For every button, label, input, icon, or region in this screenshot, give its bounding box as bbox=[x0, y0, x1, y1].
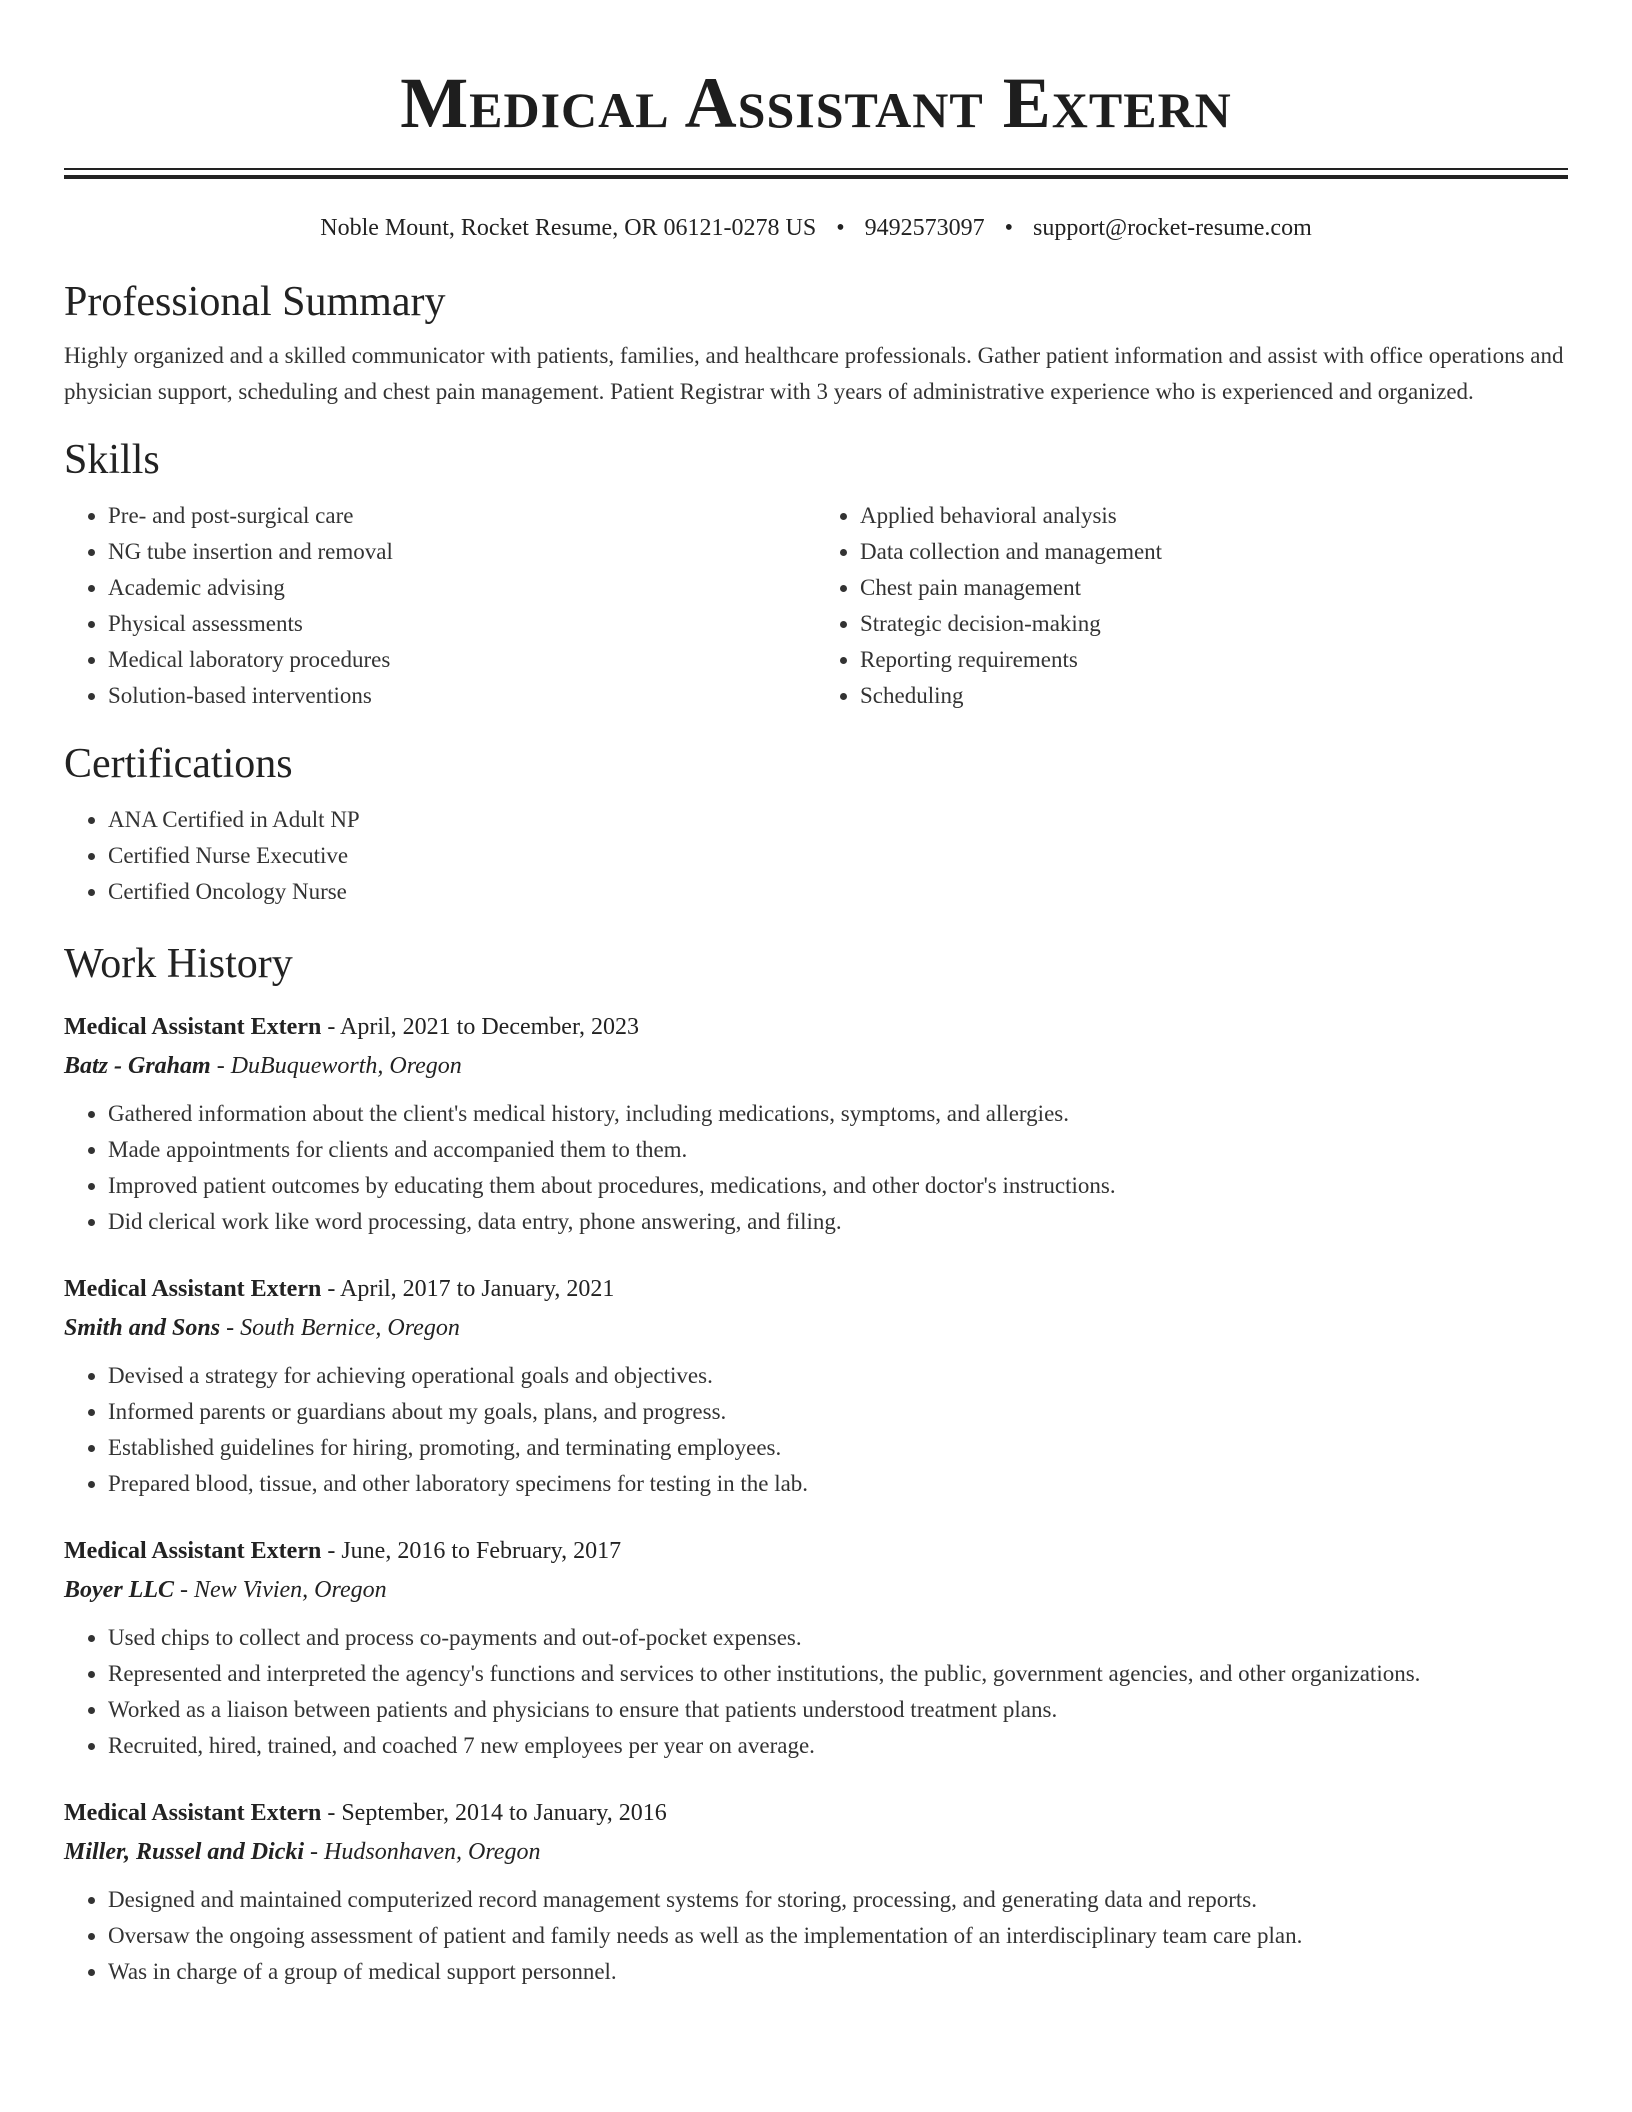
job-title: Medical Assistant Extern bbox=[64, 1014, 322, 1040]
skills-list-left bbox=[64, 498, 816, 714]
job-title: Medical Assistant Extern bbox=[64, 1276, 322, 1302]
job-title-line bbox=[64, 1008, 1568, 1046]
job-separator: - bbox=[327, 1014, 340, 1040]
skill-item: • Strategic decision-making bbox=[860, 606, 1568, 642]
skills-heading: Skills bbox=[64, 437, 160, 483]
job-duty-item: • Designed and maintained computerized record management systems for storing, processing, and generating data and reports. bbox=[108, 1882, 1568, 1918]
job-dates: April, 2017 to January, 2021 bbox=[340, 1276, 615, 1302]
certification-item: • ANA Certified in Adult NP bbox=[108, 802, 1568, 838]
skill-item: • Applied behavioral analysis bbox=[860, 498, 1568, 534]
job-duties-list bbox=[64, 1882, 1568, 1990]
job-duty-item: • Did clerical work like word processing, data entry, phone answering, and filing. bbox=[108, 1204, 1568, 1240]
job-company-line bbox=[64, 1832, 1568, 1872]
job-duty-item: • Worked as a liaison between patients and physicians to ensure that patients understood treatment plans. bbox=[108, 1692, 1568, 1728]
job-duty-item: • Gathered information about the client's medical history, including medications, symptoms, and allergies. bbox=[108, 1096, 1568, 1132]
contact-line bbox=[64, 212, 1568, 244]
skill-item: • Pre- and post-surgical care bbox=[108, 498, 816, 534]
skill-item: • Reporting requirements bbox=[860, 642, 1568, 678]
job-title-line bbox=[64, 1270, 1568, 1308]
job-duty-item: • Established guidelines for hiring, promoting, and terminating employees. bbox=[108, 1430, 1568, 1466]
job-entry bbox=[64, 1270, 1568, 1502]
job-company-line bbox=[64, 1308, 1568, 1348]
job-entry bbox=[64, 1794, 1568, 1990]
skill-item: • Scheduling bbox=[860, 678, 1568, 714]
job-separator: - bbox=[327, 1538, 342, 1564]
resume-page bbox=[64, 0, 1568, 1990]
skill-item: • Medical laboratory procedures bbox=[108, 642, 816, 678]
certifications-heading: Certifications bbox=[64, 741, 293, 787]
contact-separator: • bbox=[1004, 215, 1014, 241]
skill-item: • Physical assessments bbox=[108, 606, 816, 642]
contact-email: support@rocket-resume.com bbox=[1033, 215, 1312, 241]
job-company-line bbox=[64, 1046, 1568, 1086]
job-separator: - bbox=[216, 1053, 231, 1079]
contact-address: Noble Mount, Rocket Resume, OR 06121-0278 US bbox=[320, 215, 817, 241]
job-duty-item: • Recruited, hired, trained, and coached 7 new employees per year on average. bbox=[108, 1728, 1568, 1764]
title-divider bbox=[64, 168, 1568, 179]
job-duty-item: • Oversaw the ongoing assessment of patient and family needs as well as the implementation of an interdisciplinary team care plan. bbox=[108, 1918, 1568, 1954]
summary-heading: Professional Summary bbox=[64, 279, 446, 325]
job-entry bbox=[64, 1532, 1568, 1764]
job-separator: - bbox=[327, 1800, 342, 1826]
contact-separator: • bbox=[836, 215, 845, 241]
skills-list-right bbox=[816, 498, 1568, 714]
skill-item: • NG tube insertion and removal bbox=[108, 534, 816, 570]
certification-item: • Certified Oncology Nurse bbox=[108, 874, 1568, 910]
job-title-line bbox=[64, 1532, 1568, 1570]
job-entry bbox=[64, 1008, 1568, 1240]
job-duty-item: • Was in charge of a group of medical support personnel. bbox=[108, 1954, 1568, 1990]
job-duty-item: • Informed parents or guardians about my goals, plans, and progress. bbox=[108, 1394, 1568, 1430]
summary-text: Highly organized and a skilled communicator with patients, families, and healthcare professionals. Gather patient information and assist with office operations and physician support, scheduling and chest pain management. Patient Registrar with 3 years of administrative experience who is experienced and organized. bbox=[64, 343, 1564, 404]
contact-phone: 9492573097 bbox=[864, 215, 985, 241]
job-duty-item: • Used chips to collect and process co-payments and out-of-pocket expenses. bbox=[108, 1620, 1568, 1656]
skill-item: • Academic advising bbox=[108, 570, 816, 606]
job-title: Medical Assistant Extern bbox=[64, 1800, 322, 1826]
skill-item: • Chest pain management bbox=[860, 570, 1568, 606]
job-duties-list bbox=[64, 1358, 1568, 1502]
job-company: Smith and Sons bbox=[64, 1315, 221, 1341]
job-duty-item: • Improved patient outcomes by educating them about procedures, medications, and other doctor's instructions. bbox=[108, 1168, 1568, 1204]
job-dates: September, 2014 to January, 2016 bbox=[341, 1800, 667, 1826]
job-duties-list bbox=[64, 1620, 1568, 1764]
job-location: New Vivien, Oregon bbox=[193, 1577, 387, 1603]
skills-grid bbox=[64, 498, 1568, 714]
job-separator: - bbox=[327, 1276, 340, 1302]
resume-title: Medical Assistant Extern bbox=[400, 63, 1232, 143]
job-duty-item: • Devised a strategy for achieving operational goals and objectives. bbox=[108, 1358, 1568, 1394]
job-duty-item: • Made appointments for clients and accompanied them to them. bbox=[108, 1132, 1568, 1168]
job-title: Medical Assistant Extern bbox=[64, 1538, 322, 1564]
job-location: Hudsonhaven, Oregon bbox=[324, 1839, 541, 1865]
job-company-line bbox=[64, 1570, 1568, 1610]
job-location: DuBuqueworth, Oregon bbox=[230, 1053, 462, 1079]
job-dates: April, 2021 to December, 2023 bbox=[340, 1014, 639, 1040]
job-separator: - bbox=[226, 1315, 241, 1341]
job-separator: - bbox=[179, 1577, 194, 1603]
work-history-heading: Work History bbox=[64, 941, 293, 987]
job-company: Boyer LLC bbox=[64, 1577, 174, 1603]
job-company: Batz - Graham bbox=[64, 1053, 211, 1079]
job-separator: - bbox=[310, 1839, 325, 1865]
skill-item: • Solution-based interventions bbox=[108, 678, 816, 714]
skill-item: • Data collection and management bbox=[860, 534, 1568, 570]
job-duty-item: • Represented and interpreted the agency's functions and services to other institutions, the public, government agencies, and other organizations. bbox=[108, 1656, 1568, 1692]
job-duty-item: • Prepared blood, tissue, and other laboratory specimens for testing in the lab. bbox=[108, 1466, 1568, 1502]
certification-item: • Certified Nurse Executive bbox=[108, 838, 1568, 874]
job-company: Miller, Russel and Dicki bbox=[64, 1839, 305, 1865]
certifications-list bbox=[64, 802, 1568, 910]
job-title-line bbox=[64, 1794, 1568, 1832]
job-dates: June, 2016 to February, 2017 bbox=[341, 1538, 622, 1564]
job-location: South Bernice, Oregon bbox=[240, 1315, 460, 1341]
job-duties-list bbox=[64, 1096, 1568, 1240]
